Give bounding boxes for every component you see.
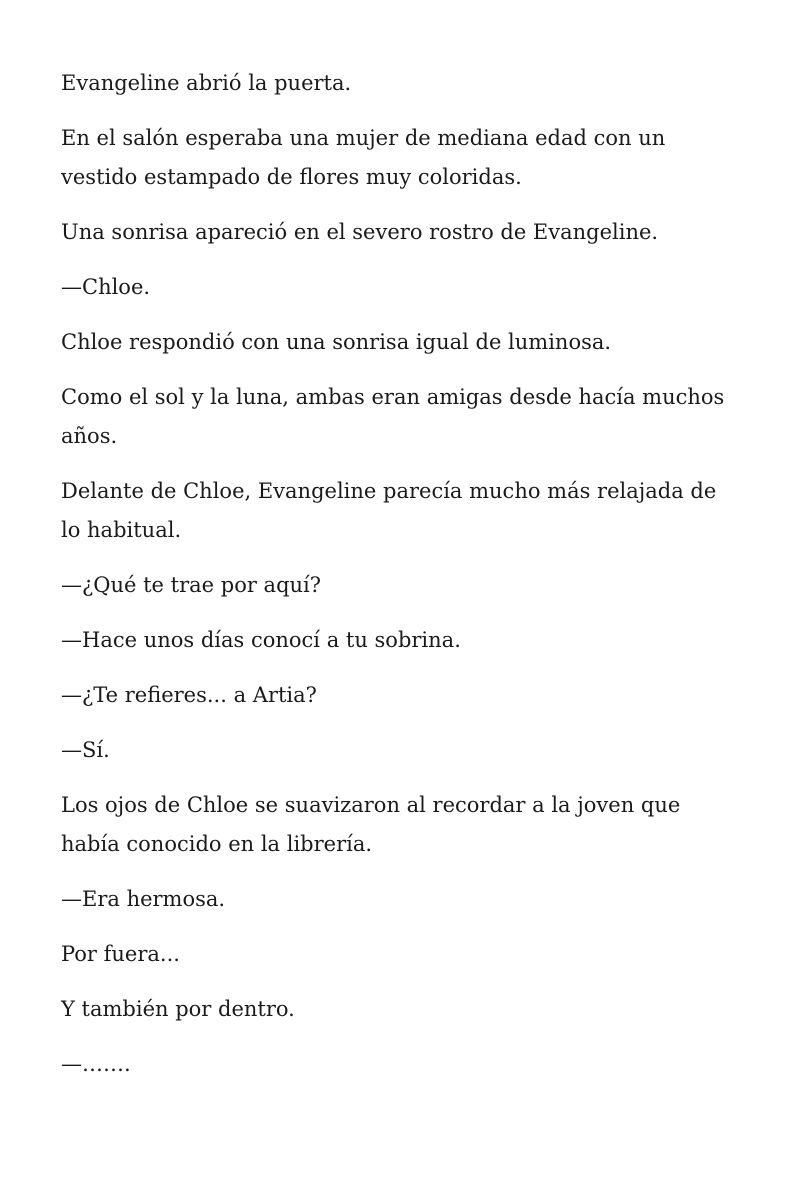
dialogue-line: —Sí. bbox=[61, 738, 110, 762]
dialogue-line: —Era hermosa. bbox=[61, 887, 226, 911]
dialogue-line: —¿Qué te trae por aquí? bbox=[61, 573, 322, 597]
dialogue-line: —……. bbox=[61, 1052, 131, 1076]
paragraph: Como el sol y la luna, ambas eran amigas desde hacía muchos años. bbox=[61, 385, 725, 448]
dialogue-line: —¿Te refieres... a Artia? bbox=[61, 683, 317, 707]
paragraph: En el salón esperaba una mujer de mediana edad con un vestido estampado de flores muy coloridas. bbox=[61, 126, 666, 189]
paragraph: Los ojos de Chloe se suavizaron al recordar a la joven que había conocido en la librería. bbox=[61, 793, 681, 856]
dialogue-line: —Hace unos días conocí a tu sobrina. bbox=[61, 628, 461, 652]
paragraph: Delante de Chloe, Evangeline parecía mucho más relajada de lo habitual. bbox=[61, 479, 717, 542]
paragraph: Evangeline abrió la puerta. bbox=[61, 71, 352, 95]
paragraph: Chloe respondió con una sonrisa igual de luminosa. bbox=[61, 330, 612, 354]
dialogue-line: —Chloe. bbox=[61, 275, 151, 299]
paragraph: Y también por dentro. bbox=[61, 997, 295, 1021]
paragraph: Una sonrisa apareció en el severo rostro de Evangeline. bbox=[61, 220, 659, 244]
paragraph: Por fuera... bbox=[61, 942, 180, 966]
text-column bbox=[61, 64, 741, 1100]
